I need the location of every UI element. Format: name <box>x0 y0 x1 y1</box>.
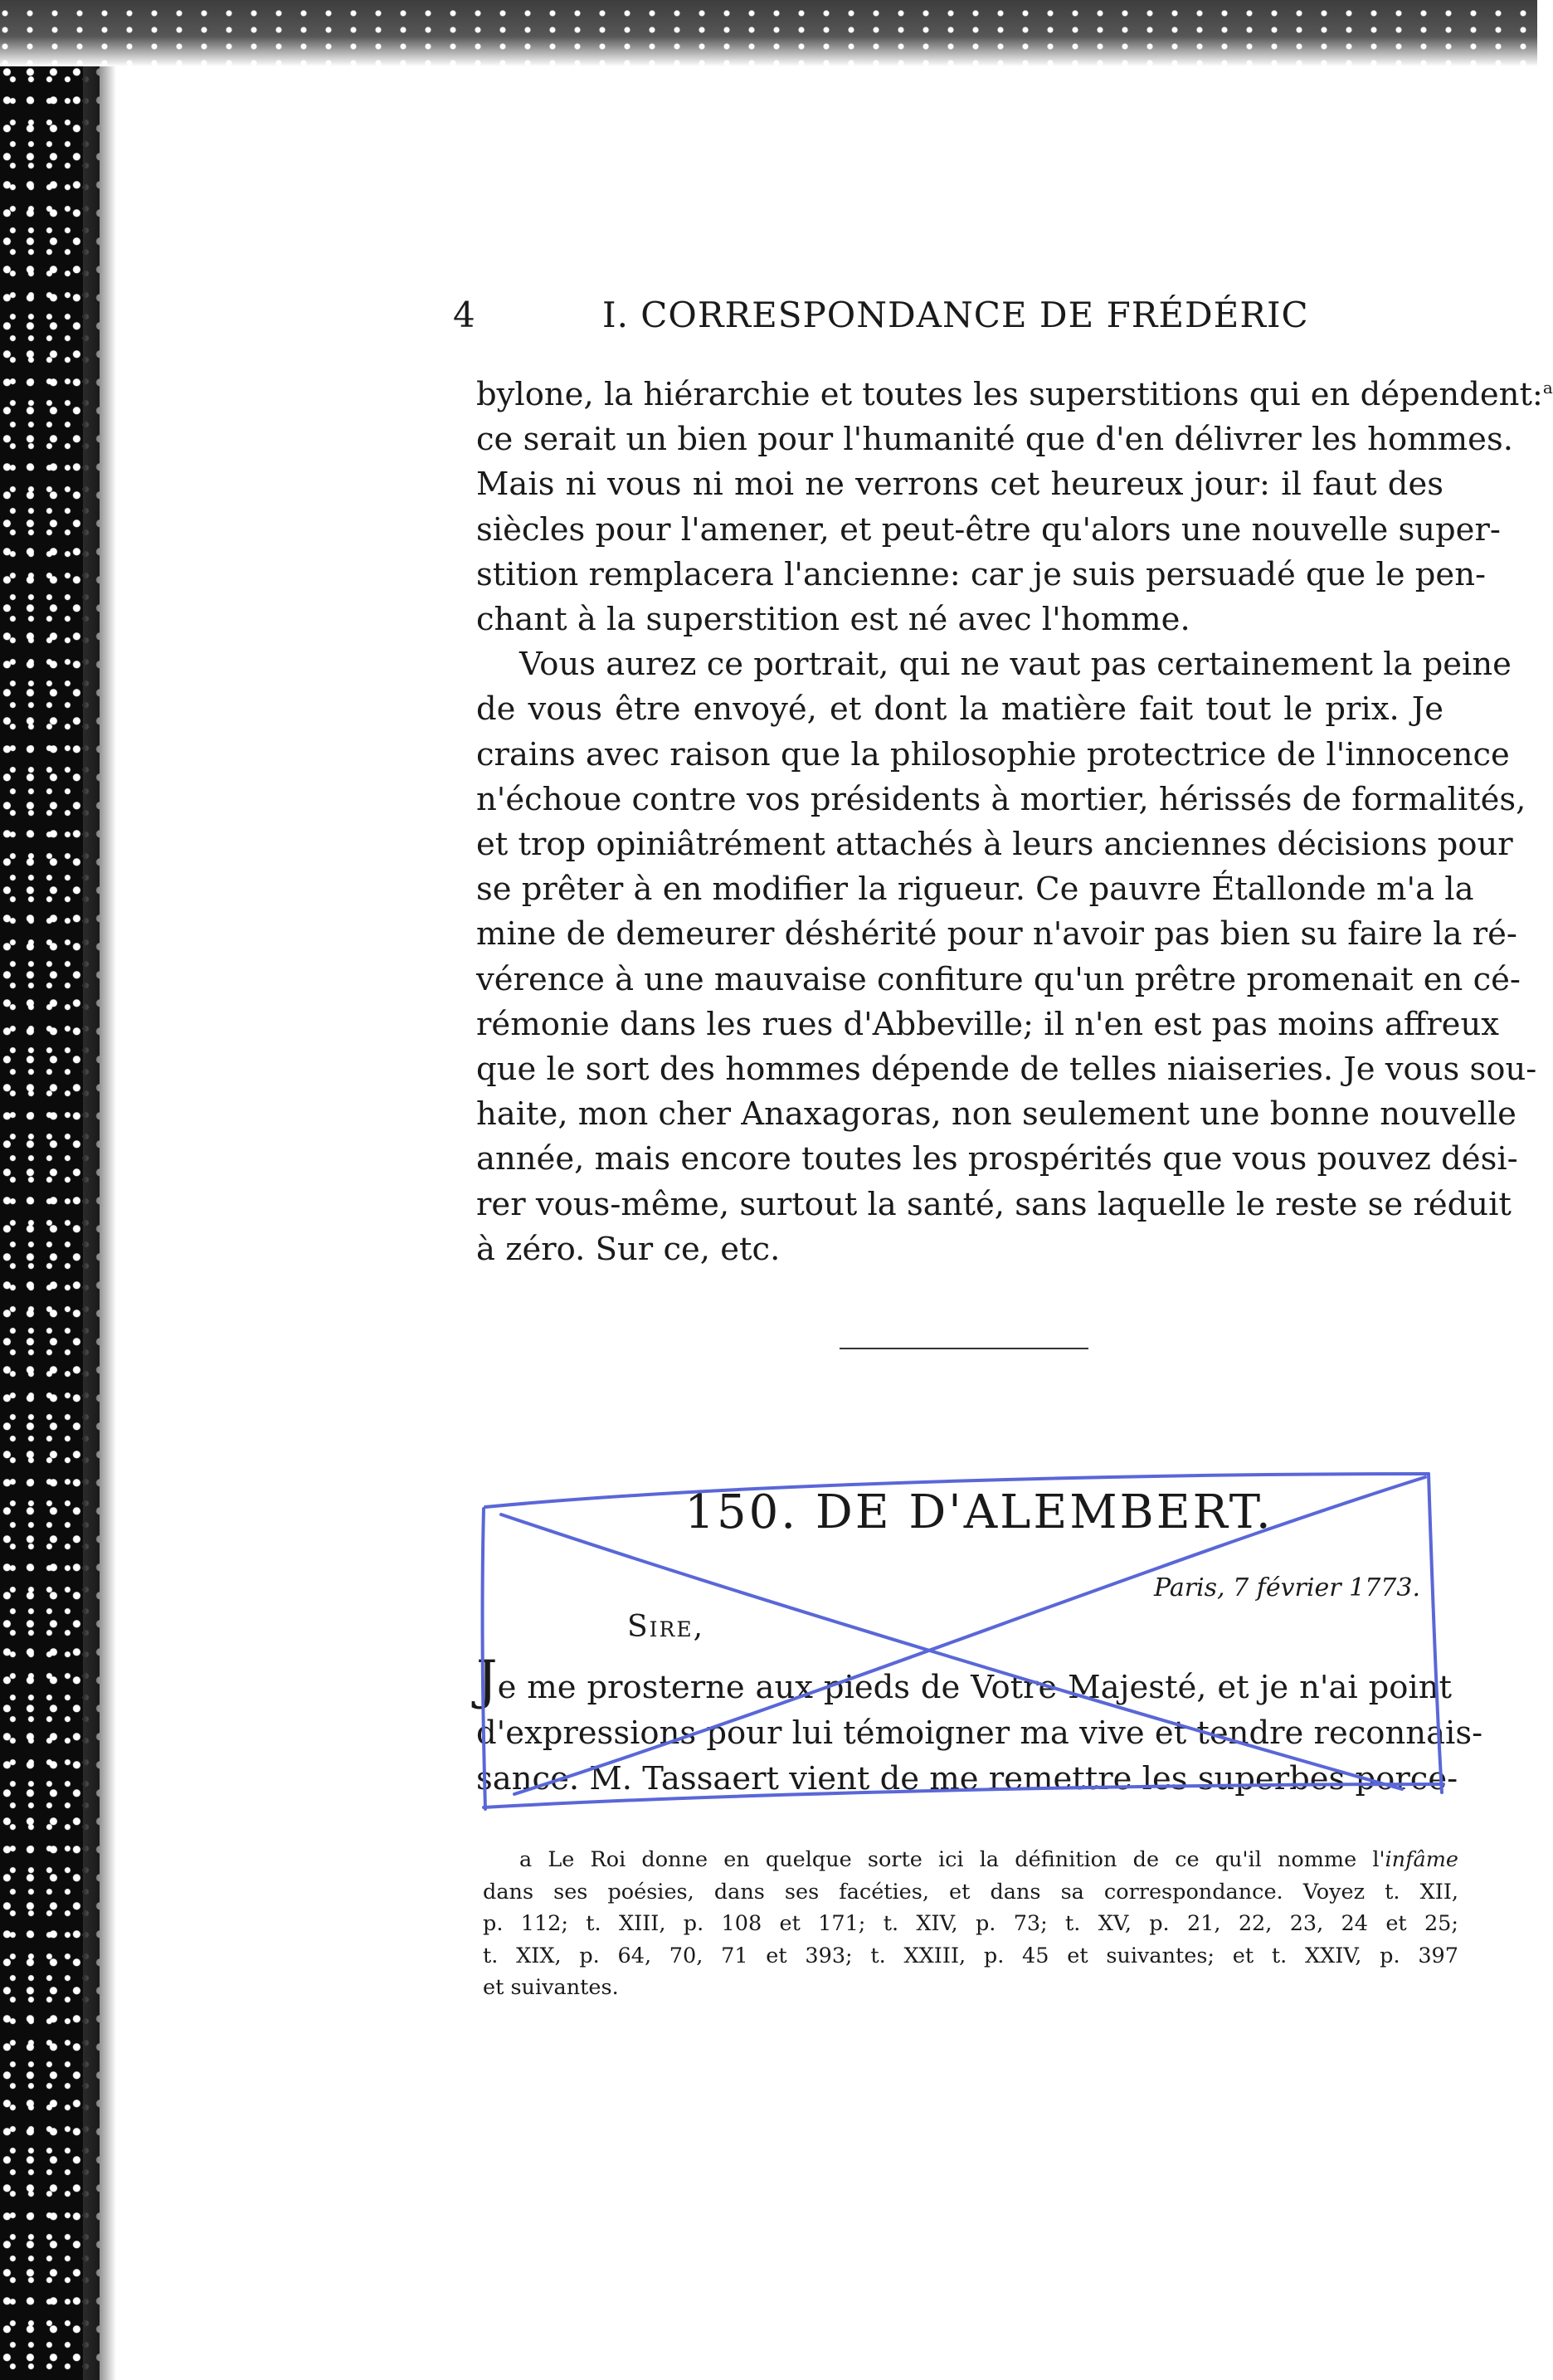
text-line: sance. M. Tassaert vient de me remettre les superbes porce- <box>476 1760 1458 1797</box>
text-line: ce serait un bien pour l'humanité que d'en délivrer les hommes. <box>476 421 1513 459</box>
drop-cap: J <box>476 1650 498 1711</box>
text-line: rémonie dans les rues d'Abbeville; il n'en est pas moins affreux <box>476 1005 1499 1043</box>
text-line: Mais ni vous ni moi ne verrons cet heureux jour: il faut des <box>476 466 1443 504</box>
footnote-italic-word: infâme <box>1385 1847 1459 1872</box>
text-line: stition remplacera l'ancienne: car je suis persuadé que le pen- <box>476 555 1486 593</box>
text-line: que le sort des hommes dépende de telles niaiseries. Je vous sou- <box>476 1051 1537 1089</box>
footnote <box>483 1844 1458 2004</box>
text-line: et trop opiniâtrément attachés à leurs anciennes décisions pour <box>476 826 1513 864</box>
text-line: année, mais encore toutes les prospérités que vous pouvez dési- <box>476 1140 1518 1178</box>
text-line: siècles pour l'amener, et peut-être qu'alors une nouvelle super- <box>476 510 1501 549</box>
text-line: à zéro. Sur ce, etc. <box>476 1230 781 1268</box>
main-text <box>476 365 1553 1272</box>
text-line: bylone, la hiérarchie et toutes les superstitions qui en dépendent:$^a$ <box>476 376 1553 413</box>
footnote-line: dans ses poésies, dans ses facéties, et dans sa correspondance. Voyez t. XII, <box>483 1879 1458 1904</box>
paragraph-2 <box>476 642 1537 1272</box>
scan-left-shadow <box>83 66 116 2380</box>
text-line: de vous être envoyé, et dont la matière fait tout le prix. Je <box>476 690 1443 729</box>
running-title: I. CORRESPONDANCE DE FRÉDÉRIC <box>602 295 1309 335</box>
footnote-line: t. XIX, p. 64, 70, 71 et 393; t. XXIII, p. 45 et suivantes; et t. XXIV, p. 397 <box>483 1943 1458 1968</box>
text-line: mine de demeurer déshérité pour n'avoir pas bien su faire la ré- <box>476 915 1517 953</box>
text-line: d'expressions pour lui témoigner ma vive et tendre reconnais- <box>476 1714 1483 1752</box>
footnote-line: et suivantes. <box>483 1975 619 2001</box>
scan-top-edge <box>0 0 1537 66</box>
page-number: 4 <box>453 295 476 335</box>
footnote-reference: a <box>1542 378 1553 397</box>
letter-salutation: Sire, <box>627 1610 705 1644</box>
text-line: haite, mon cher Anaxagoras, non seulement une bonne nouvelle <box>476 1095 1516 1134</box>
text-line: chant à la superstition est né avec l'homme. <box>476 601 1190 639</box>
letter-body <box>476 1650 1483 1802</box>
running-head <box>453 295 1448 344</box>
text-line: Je me prosterne aux pieds de Votre Majesté, et je n'ai point <box>476 1650 1452 1711</box>
footnote-line: p. 112; t. XIII, p. 108 et 171; t. XIV, p. 73; t. XV, p. 21, 22, 23, 24 et 25; <box>483 1911 1458 1937</box>
section-separator-rule <box>840 1348 1088 1349</box>
text-line: Vous aurez ce portrait, qui ne vaut pas certainement la peine <box>519 646 1512 684</box>
text-line: se prêter à en modifier la rigueur. Ce pauvre Étallonde m'a la <box>476 871 1474 909</box>
text-line: vérence à une mauvaise confiture qu'un prêtre promenait en cé- <box>476 960 1521 998</box>
text-line: n'échoue contre vos présidents à mortier, hérissés de formalités, <box>476 780 1526 818</box>
text-line: rer vous-même, surtout la santé, sans laquelle le reste se réduit <box>476 1185 1512 1223</box>
text-line: crains avec raison que la philosophie protectrice de l'innocence <box>476 735 1510 773</box>
letter-dateline: Paris, 7 février 1773. <box>1153 1573 1420 1602</box>
paragraph-1 <box>476 365 1553 642</box>
letter-heading: 150. DE D'ALEMBERT. <box>684 1485 1273 1539</box>
footnote-line: a Le Roi donne en quelque sorte ici la définition de ce qu'il nomme l'infâme <box>519 1847 1459 1872</box>
footnote-marker: a <box>519 1847 533 1872</box>
